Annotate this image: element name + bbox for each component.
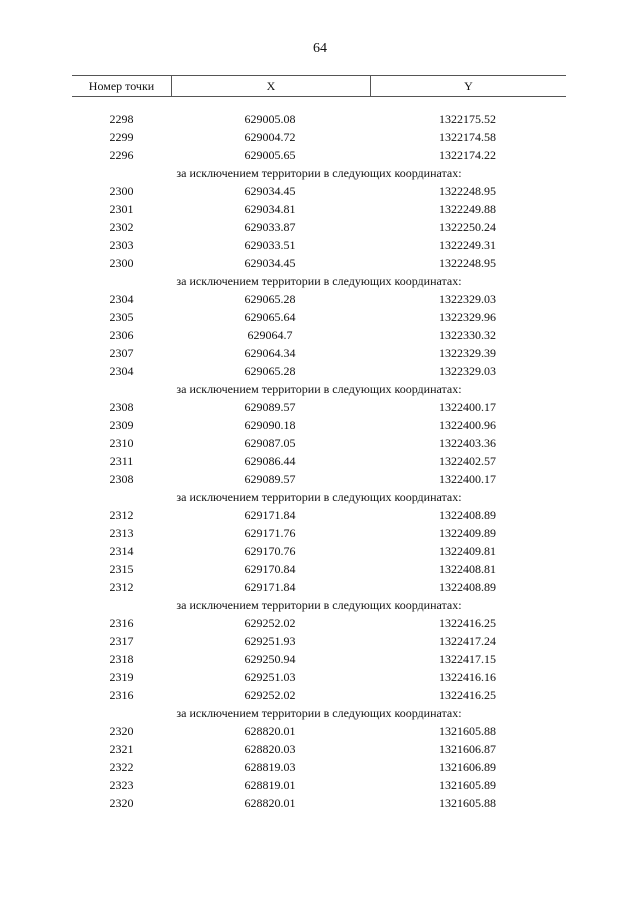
- exclusion-note-row: [72, 164, 566, 182]
- x-coordinate-cell: 629005.65: [244, 147, 296, 162]
- table-row: [72, 110, 566, 128]
- table-header: [72, 75, 566, 97]
- y-coordinate-cell: 1322417.15: [439, 651, 496, 666]
- y-coordinate-cell: 1322400.96: [439, 417, 496, 432]
- x-coordinate-cell: 629065.64: [244, 309, 296, 324]
- point-number-cell: 2299: [109, 129, 134, 144]
- x-coordinate-cell: 628820.01: [244, 795, 296, 810]
- table-row: [72, 470, 566, 488]
- x-coordinate-cell: 629034.45: [244, 183, 296, 198]
- x-coordinate-cell: 629033.51: [244, 237, 296, 252]
- y-coordinate-cell: 1322402.57: [439, 453, 496, 468]
- point-number-cell: 2313: [109, 525, 134, 540]
- y-coordinate-cell: 1321605.88: [439, 795, 496, 810]
- y-coordinate-cell: 1322417.24: [439, 633, 496, 648]
- y-coordinate-cell: 1322408.89: [439, 507, 496, 522]
- table-row: [72, 434, 566, 452]
- table-row: [72, 560, 566, 578]
- x-coordinate-cell: 629005.08: [244, 111, 296, 126]
- table-row: [72, 128, 566, 146]
- point-number-cell: 2316: [109, 687, 134, 702]
- exclusion-note-text: за исключением территории в следующих координатах:: [176, 381, 462, 396]
- point-number-cell: 2310: [109, 435, 134, 450]
- x-coordinate-cell: 629170.76: [244, 543, 296, 558]
- table-row: [72, 506, 566, 524]
- x-coordinate-cell: 629250.94: [244, 651, 296, 666]
- point-number-cell: 2322: [109, 759, 134, 774]
- point-number-cell: 2303: [109, 237, 134, 252]
- x-coordinate-cell: 629033.87: [244, 219, 296, 234]
- x-coordinate-cell: 628820.03: [244, 741, 296, 756]
- exclusion-note-row: [72, 272, 566, 290]
- point-number-cell: 2312: [109, 579, 134, 594]
- point-number-cell: 2309: [109, 417, 134, 432]
- x-coordinate-cell: 629252.02: [244, 615, 296, 630]
- y-coordinate-cell: 1322174.22: [439, 147, 496, 162]
- table-row: [72, 668, 566, 686]
- table-row: [72, 290, 566, 308]
- y-coordinate-cell: 1322416.16: [439, 669, 496, 684]
- y-coordinate-cell: 1322400.17: [439, 399, 496, 414]
- y-coordinate-cell: 1321606.89: [439, 759, 496, 774]
- point-number-cell: 2307: [109, 345, 134, 360]
- point-number-cell: 2320: [109, 723, 134, 738]
- point-number-cell: 2300: [109, 183, 134, 198]
- y-coordinate-cell: 1321605.89: [439, 777, 496, 792]
- point-number-cell: 2321: [109, 741, 134, 756]
- x-coordinate-cell: 629089.57: [244, 399, 296, 414]
- x-coordinate-cell: 629251.03: [244, 669, 296, 684]
- table-row: [72, 308, 566, 326]
- exclusion-note-row: [72, 596, 566, 614]
- page-number: 64: [313, 41, 327, 56]
- table-row: [72, 398, 566, 416]
- table-row: [72, 632, 566, 650]
- y-coordinate-cell: 1321605.88: [439, 723, 496, 738]
- point-number-cell: 2312: [109, 507, 134, 522]
- table-row: [72, 452, 566, 470]
- point-number-cell: 2308: [109, 471, 134, 486]
- table-row: [72, 614, 566, 632]
- x-coordinate-cell: 629034.81: [244, 201, 296, 216]
- x-coordinate-cell: 629171.84: [244, 579, 296, 594]
- header-point-number: Номер точки: [72, 76, 172, 96]
- y-coordinate-cell: 1322400.17: [439, 471, 496, 486]
- exclusion-note-text: за исключением территории в следующих координатах:: [176, 597, 462, 612]
- table-row: [72, 740, 566, 758]
- point-number-cell: 2305: [109, 309, 134, 324]
- x-coordinate-cell: 629034.45: [244, 255, 296, 270]
- y-coordinate-cell: 1322174.58: [439, 129, 496, 144]
- y-coordinate-cell: 1322329.03: [439, 363, 496, 378]
- exclusion-note-text: за исключением территории в следующих координатах:: [176, 705, 462, 720]
- x-coordinate-cell: 629090.18: [244, 417, 296, 432]
- y-coordinate-cell: 1322408.89: [439, 579, 496, 594]
- x-coordinate-cell: 629170.84: [244, 561, 296, 576]
- x-coordinate-cell: 629087.05: [244, 435, 296, 450]
- x-coordinate-cell: 629171.76: [244, 525, 296, 540]
- point-number-cell: 2317: [109, 633, 134, 648]
- point-number-cell: 2315: [109, 561, 134, 576]
- x-coordinate-cell: 628820.01: [244, 723, 296, 738]
- table-row: [72, 362, 566, 380]
- y-coordinate-cell: 1322409.81: [439, 543, 496, 558]
- y-coordinate-cell: 1322403.36: [439, 435, 496, 450]
- y-coordinate-cell: 1322409.89: [439, 525, 496, 540]
- header-x: X: [172, 76, 371, 96]
- point-number-cell: 2323: [109, 777, 134, 792]
- table-row: [72, 722, 566, 740]
- table-row: [72, 218, 566, 236]
- point-number-cell: 2318: [109, 651, 134, 666]
- header-y: Y: [464, 78, 473, 93]
- x-coordinate-cell: 629064.7: [247, 327, 293, 342]
- x-coordinate-cell: 628819.01: [244, 777, 296, 792]
- table-row: [72, 686, 566, 704]
- y-coordinate-cell: 1322416.25: [439, 687, 496, 702]
- table-row: [72, 344, 566, 362]
- exclusion-note-text: за исключением территории в следующих координатах:: [176, 165, 462, 180]
- table-row: [72, 200, 566, 218]
- point-number-cell: 2316: [109, 615, 134, 630]
- exclusion-note-text: за исключением территории в следующих координатах:: [176, 273, 462, 288]
- y-coordinate-cell: 1322250.24: [439, 219, 496, 234]
- point-number-cell: 2311: [109, 453, 134, 468]
- table-row: [72, 776, 566, 794]
- y-coordinate-cell: 1322329.96: [439, 309, 496, 324]
- table-row: [72, 758, 566, 776]
- y-coordinate-cell: 1322408.81: [439, 561, 496, 576]
- coordinates-table-body: [72, 110, 566, 812]
- x-coordinate-cell: 629251.93: [244, 633, 296, 648]
- table-row: [72, 416, 566, 434]
- y-coordinate-cell: 1322416.25: [439, 615, 496, 630]
- y-coordinate-cell: 1321606.87: [439, 741, 496, 756]
- y-coordinate-cell: 1322249.88: [439, 201, 496, 216]
- point-number-cell: 2300: [109, 255, 134, 270]
- y-coordinate-cell: 1322330.32: [439, 327, 496, 342]
- x-coordinate-cell: 629065.28: [244, 363, 296, 378]
- x-coordinate-cell: 629004.72: [244, 129, 296, 144]
- point-number-cell: 2306: [109, 327, 134, 342]
- exclusion-note-row: [72, 704, 566, 722]
- table-row: [72, 326, 566, 344]
- point-number-cell: 2304: [109, 363, 134, 378]
- table-row: [72, 794, 566, 812]
- x-coordinate-cell: 629086.44: [244, 453, 296, 468]
- table-row: [72, 578, 566, 596]
- y-coordinate-cell: 1322249.31: [439, 237, 496, 252]
- point-number-cell: 2304: [109, 291, 134, 306]
- table-row: [72, 524, 566, 542]
- x-coordinate-cell: 628819.03: [244, 759, 296, 774]
- exclusion-note-row: [72, 488, 566, 506]
- y-coordinate-cell: 1322175.52: [439, 111, 496, 126]
- point-number-cell: 2296: [109, 147, 134, 162]
- point-number-cell: 2319: [109, 669, 134, 684]
- exclusion-note-text: за исключением территории в следующих координатах:: [176, 489, 462, 504]
- exclusion-note-row: [72, 380, 566, 398]
- point-number-cell: 2314: [109, 543, 134, 558]
- point-number-cell: 2302: [109, 219, 134, 234]
- point-number-cell: 2298: [109, 111, 134, 126]
- y-coordinate-cell: 1322248.95: [439, 255, 496, 270]
- point-number-cell: 2308: [109, 399, 134, 414]
- x-coordinate-cell: 629252.02: [244, 687, 296, 702]
- x-coordinate-cell: 629171.84: [244, 507, 296, 522]
- table-row: [72, 650, 566, 668]
- point-number-cell: 2301: [109, 201, 134, 216]
- point-number-cell: 2320: [109, 795, 134, 810]
- y-coordinate-cell: 1322329.03: [439, 291, 496, 306]
- x-coordinate-cell: 629064.34: [244, 345, 296, 360]
- x-coordinate-cell: 629089.57: [244, 471, 296, 486]
- y-coordinate-cell: 1322248.95: [439, 183, 496, 198]
- table-row: [72, 146, 566, 164]
- table-row: [72, 542, 566, 560]
- table-row: [72, 254, 566, 272]
- table-row: [72, 182, 566, 200]
- table-row: [72, 236, 566, 254]
- y-coordinate-cell: 1322329.39: [439, 345, 496, 360]
- x-coordinate-cell: 629065.28: [244, 291, 296, 306]
